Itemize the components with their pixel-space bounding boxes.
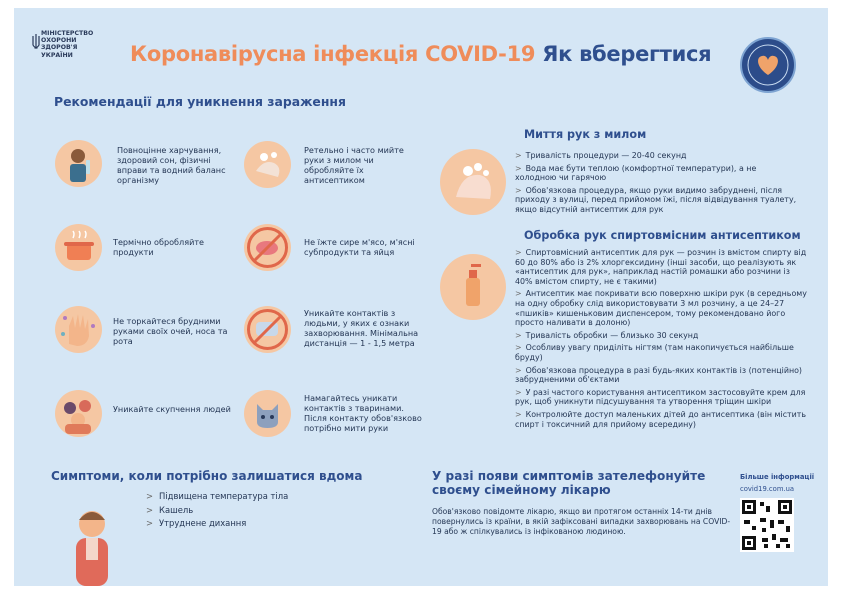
bullet-text: Особливу увагу приділіть нігтям (там накопичується найбільше бруду) (515, 343, 794, 362)
tip-text: Термічно обробляйте продукти (113, 237, 205, 257)
handwash-list (515, 151, 800, 215)
cat-icon (244, 390, 291, 437)
trident-icon (32, 33, 40, 51)
page-title (130, 42, 711, 66)
sanitizer-bottle-icon (440, 254, 506, 320)
list-item: > Тривалість обробки — близько 30 секунд (515, 330, 699, 340)
symptom-text: Кашель (159, 504, 194, 515)
title-main: Коронавірусна інфекція COVID-19 (130, 42, 536, 66)
tip-text: Повноцінне харчування, здоровий сон, фізичні вправи та водний баланс організму (117, 145, 226, 185)
list-item: > У разі частого користування антисептиком застосовуйте крем для рук, щоб уникнути підсушування та утворення тріщин шкіри (515, 387, 806, 407)
bullet-text: У разі частого користування антисептиком застосовуйте крем для рук, щоб уникнути підсушування та утворення тріщин шкіри (515, 387, 806, 407)
list-item: > Підвищена температура тіла (146, 491, 289, 501)
ministry-line: ЗДОРОВ'Я (41, 44, 78, 52)
cooking-pot-icon (55, 224, 102, 271)
ministry-line: ОХОРОНИ (41, 37, 77, 45)
list-item: > Утруднене дихання (146, 518, 247, 528)
tip-text: Не торкайтеся брудними руками своїх очей, носа та рота (113, 316, 228, 346)
website-link[interactable]: covid19.com.ua (740, 485, 795, 493)
heart-hands-icon (742, 39, 794, 91)
sanitizer-list (515, 248, 807, 429)
title-sub: Як вберегтися (542, 42, 712, 66)
bullet-text: Тривалість обробки — близько 30 секунд (525, 330, 699, 340)
crowd-icon (55, 390, 102, 437)
tip-text: Ретельно і часто мийте руки з милом чи обробляйте їх антисептиком (304, 145, 404, 185)
symptom-text: Утруднене дихання (159, 518, 247, 528)
symptoms-heading: Симптоми, коли потрібно залишатися вдома (51, 469, 363, 483)
list-item: > Антисептик має покривати всю поверхню шкіри рук (в середньому на одну обробку слід використовувати 3 мл розчину, а це 24–27 «пшиків» кишеньковим диспенсером, тому рекомендовано його просто наливати в долоню) (515, 289, 807, 328)
symptoms-list (146, 490, 288, 531)
list-item: > Обов'язкова процедура, якщо руки видимо забруднені, після приходу з вулиці, перед прийомом їжі, після відвідування туалету, якщо відсутній антисептик для рук (515, 185, 797, 214)
ministry-logo-text (41, 30, 131, 59)
list-item: > Тривалість процедури — 20-40 секунд (515, 151, 687, 160)
germ-hand-icon (55, 306, 102, 353)
ministry-line: МІНІСТЕРСТВО (41, 30, 94, 37)
more-info-label: Більше інформації (740, 473, 815, 481)
list-item: > Вода має бути теплою (комфортної температури), а не холодною чи гарячою (515, 163, 757, 183)
tip-text: Намагайтесь уникати контактів з тваринами. Після контакту обов'язково потрібно мити руки (304, 393, 422, 433)
bullet-text: Тривалість процедури — 20-40 секунд (525, 151, 687, 160)
sanitizer-title: Обробка рук спиртовмісним антисептиком (524, 229, 801, 242)
bullet-text: Обов'язкова процедура, якщо руки видимо забруднені, після приходу з вулиці, перед прийомом їжі, після відвідування туалету, якщо відсутній антисептик для рук (515, 185, 797, 214)
list-item: > Спиртовмісний антисептик для рук — розчин із вмістом спирту від 60 до 80% або із 2% хлоргексидину (інші засоби, що реалізують як «антисептик для рук», наприклад настій ромашки або розчини із 40% вмістом спирту, не є такими) (515, 248, 807, 286)
soap-hands-icon (440, 149, 506, 215)
symptom-text: Підвищена температура тіла (159, 491, 289, 501)
sick-person-icon (62, 500, 122, 586)
family-medicine-logo-icon (740, 37, 796, 93)
tip-text: Уникайте скупчення людей (113, 404, 231, 414)
bullet-text: Вода має бути теплою (комфортної температури), а не холодною чи гарячою (515, 163, 757, 183)
call-doctor-text: Обов'язково повідомте лікарю, якщо ви протягом останніх 14-ти днів повернулись із країни, в якій зафіксовані випадки захворювань на COVID-19 або ж спілкувались із інфікованою людиною. (432, 507, 731, 536)
call-doctor-heading: У разі появи симптомів зателефонуйте своєму сімейному лікарю (432, 469, 706, 497)
healthy-lifestyle-icon (55, 140, 102, 187)
ministry-line: УКРАЇНИ (41, 51, 73, 59)
list-item: > Кашель (146, 504, 194, 515)
bullet-text: Контролюйте доступ маленьких дітей до антисептика (він містить спирт і токсичний для прийому всередину) (515, 409, 807, 429)
qr-code-icon[interactable] (740, 498, 794, 552)
recommendations-heading: Рекомендації для уникнення зараження (54, 94, 346, 109)
bullet-text: Антисептик має покривати всю поверхню шкіри рук (в середньому на одну обробку слід використовувати 3 мл розчину, а це 24–27 «пшиків» кишеньковим диспенсером, тому рекомендовано його просто наливати в долоню) (515, 289, 807, 328)
list-item: > Обов'язкова процедура в разі будь-яких контактів із (потенційно) забрудненими об'єктами (515, 365, 803, 385)
list-item: > Особливу увагу приділіть нігтям (там накопичується найбільше бруду) (515, 343, 794, 362)
handwash-title: Миття рук з милом (524, 128, 647, 141)
list-item: > Контролюйте доступ маленьких дітей до антисептика (він містить спирт і токсичний для прийому всередину) (515, 409, 807, 429)
no-raw-meat-icon (244, 224, 291, 271)
hand-wash-icon (244, 141, 291, 188)
tip-text: Уникайте контактів з людьми, у яких є ознаки захворювання. Мінімальна дистанція — 1 - 1,5 метра (304, 308, 419, 348)
bullet-text: Спиртовмісний антисептик для рук — розчин із вмістом спирту від 60 до 80% або із 2% хлоргексидину (інші засоби, що реалізують як «антисептик для рук», наприклад настій ромашки або розчини із 40% вмістом спирту, не є такими) (515, 248, 807, 286)
no-contact-icon (244, 306, 291, 353)
bullet-text: Обов'язкова процедура в разі будь-яких контактів із (потенційно) забрудненими об'єктами (515, 365, 803, 385)
tip-text: Не їжте сире м'ясо, м'ясні субпродукти та яйця (304, 237, 415, 257)
